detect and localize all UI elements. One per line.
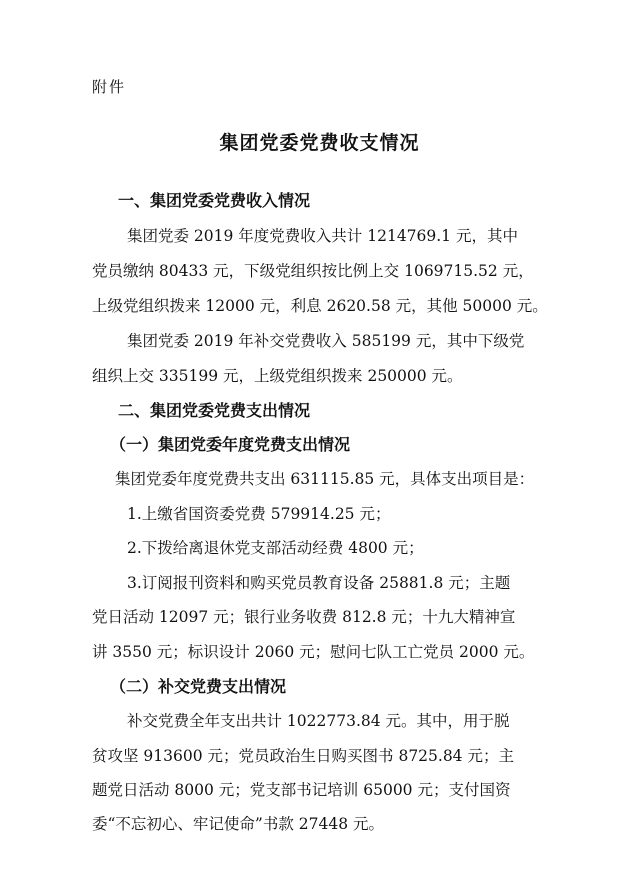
section2-sub1-item3-line3: 讲 3550 元；标识设计 2060 元；慰问七队工亡党员 2000 元。 [92, 643, 535, 661]
section2-sub1-intro: 集团党委年度党费共支出 631115.85 元，具体支出项目是： [115, 470, 535, 488]
section2-sub1-item3-line1: 3.订阅报刊资料和购买党员教育设备 25881.8 元；主题 [127, 574, 511, 592]
section2-heading: 二、集团党委党费支出情况 [118, 401, 311, 420]
attachment-label: 附件 [92, 78, 127, 96]
section2-sub2-line3: 题党日活动 8000 元；党支部书记培训 65000 元；支付国资 [92, 781, 511, 799]
section1-para2-line2: 组织上交 335199 元，上级党组织拨来 250000 元。 [92, 367, 463, 385]
section2-sub2-line1: 补交党费全年支出共计 1022773.84 元。其中，用于脱 [127, 712, 510, 730]
section1-para1-line2: 党员缴纳 80433 元，下级党组织按比例上交 1069715.52 元， [92, 262, 534, 280]
section2-sub1-item1: 1.上缴省国资委党费 579914.25 元； [127, 505, 391, 523]
section1-para1-line3: 上级党组织拨来 12000 元，利息 2620.58 元，其他 50000 元。 [92, 297, 548, 315]
section2-sub2-line4: 委“不忘初心、牢记使命”书款 27448 元。 [92, 815, 385, 833]
section2-sub1-heading: （一）集团党委年度党费支出情况 [110, 435, 351, 454]
section2-sub2-heading: （二）补交党费支出情况 [110, 677, 287, 696]
section1-para1-line1: 集团党委 2019 年度党费收入共计 1214769.1 元，其中 [127, 227, 518, 245]
section1-heading: 一、集团党委党费收入情况 [118, 191, 311, 210]
section2-sub2-line2: 贫攻坚 913600 元；党员政治生日购买图书 8725.84 元；主 [92, 747, 514, 765]
document-title: 集团党委党费收支情况 [219, 132, 420, 154]
section2-sub1-item3-line2: 党日活动 12097 元；银行业务收费 812.8 元；十九大精神宣 [92, 608, 516, 626]
section2-sub1-item2: 2.下拨给离退休党支部活动经费 4800 元； [127, 539, 424, 557]
section1-para2-line1: 集团党委 2019 年补交党费收入 585199 元，其中下级党 [127, 332, 525, 350]
